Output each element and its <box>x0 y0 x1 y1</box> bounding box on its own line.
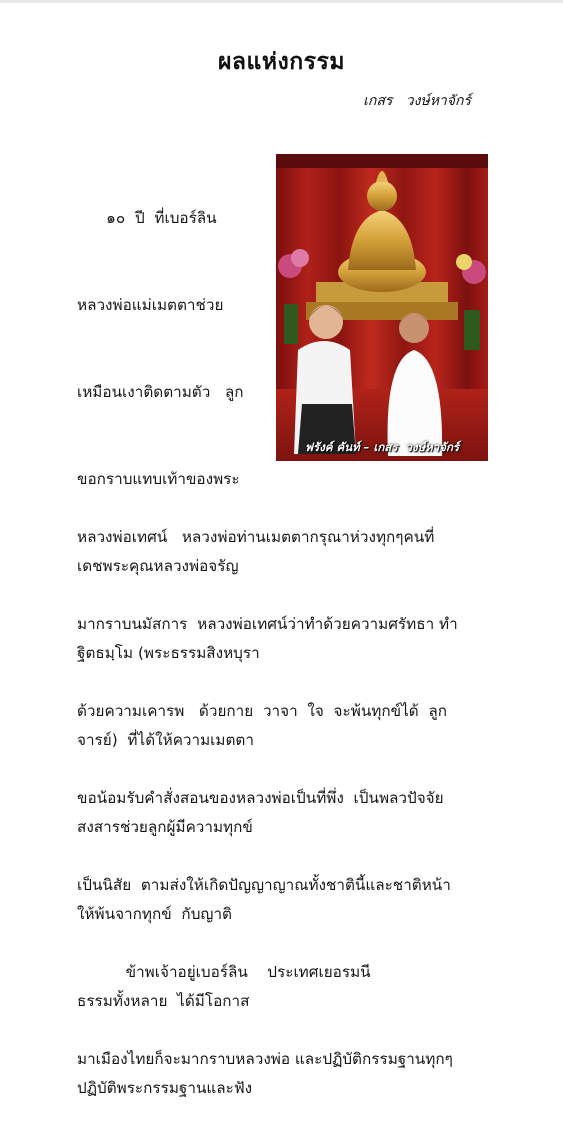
text-line: ขอน้อมรับคำสั่งสอนของหลวงพ่อเป็นที่พึ่ง เป็นพลวปัจจัย <box>77 789 444 807</box>
photo-illustration <box>276 154 488 461</box>
temple-photo <box>276 154 488 461</box>
text-line: มากราบนมัสการ หลวงพ่อเทศน์ว่าทำด้วยความศรัทธา ทำ <box>77 615 458 633</box>
text-line: ขอกราบแทบเท้าของพระ <box>77 470 240 488</box>
text-line: ให้พ้นจากทุกข์ กับญาติ <box>77 905 232 923</box>
article-author: เกสร วงษ์หาจักร์ <box>363 93 471 109</box>
text-line: สงสารช่วยลูกผู้มีความทุกข์ <box>77 818 253 836</box>
text-line: ฐิตธมฺโม (พระธรรมสิงหบุรา <box>77 644 260 662</box>
text-line: ปฏิบัติพระกรรมฐานและฟัง <box>77 1079 253 1097</box>
text-line: เป็นนิสัย ตามส่งให้เกิดปัญญาญาณทั้งชาตินี้และชาติหน้า <box>77 876 451 894</box>
page-top-border <box>0 0 563 3</box>
text-line: จารย์) ที่ได้ให้ความเมตตา <box>77 731 254 749</box>
text-line: ๑๐ ปี ที่เบอร์ลิน <box>77 209 217 227</box>
text-line: ธรรมทั้งหลาย ได้มีโอกาส <box>77 992 250 1010</box>
text-line: ด้วยความเคารพ ด้วยกาย วาจา ใจ จะพ้นทุกข์ได้ ลูก <box>77 702 448 720</box>
text-line: ข้าพเจ้าอยู่เบอร์ลิน ประเทศเยอรมนี <box>77 963 371 981</box>
text-line: หลวงพ่อแม่เมตตาช่วย <box>77 296 224 314</box>
text-line: เหมือนเงาติดตามตัว ลูก <box>77 383 244 401</box>
text-line: มาเมืองไทยก็จะมากราบหลวงพ่อ และปฏิบัติกรรมฐานทุกๆ <box>77 1050 453 1068</box>
article-title: ผลแห่งกรรม <box>217 49 346 75</box>
text-line: เดชพระคุณหลวงพ่อจรัญ <box>77 557 239 575</box>
text-line: หลวงพ่อเทศน์ หลวงพ่อท่านเมตตากรุณาห่วงทุกๆคนที่ <box>77 528 435 546</box>
wide-column-text <box>77 465 497 1103</box>
photo-caption: ฟรังค์ คันท์ – เกสร วงษ์หาจักร์ <box>304 440 460 454</box>
